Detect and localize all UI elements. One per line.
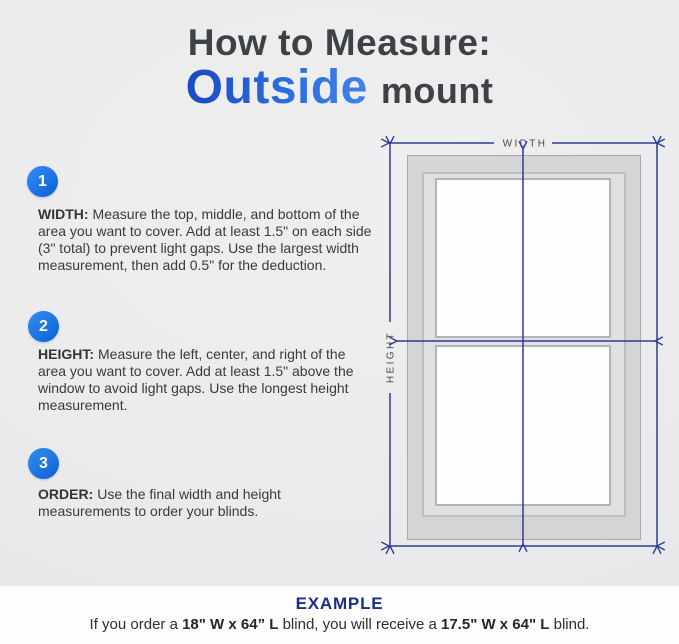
- title-line-1: How to Measure:: [187, 22, 492, 63]
- step-3-number-badge: [28, 448, 59, 479]
- step-2-body: Measure the left, center, and right of the area you want to cover. Add at least 1.5" above the window to avoid light gaps. Use the longest height measurement.: [38, 346, 354, 413]
- example-heading: EXAMPLE: [295, 594, 384, 613]
- height-arrow: [386, 144, 397, 546]
- width-arrow: [389, 139, 657, 150]
- example-received-size: 17.5" W x 64" L: [441, 616, 550, 633]
- step-3-label: ORDER:: [38, 486, 94, 502]
- example-suffix: blind.: [549, 616, 590, 633]
- step-3-body: Use the final width and height measurements to order your blinds.: [38, 486, 281, 519]
- title-highlight-outside: Outside: [185, 60, 368, 114]
- step-1-number-badge: [27, 166, 58, 197]
- example-ordered-size: 18" W x 64” L: [182, 616, 279, 633]
- window-diagram: [379, 128, 679, 598]
- height-arrow-label: HEIGHT: [385, 330, 397, 384]
- step-3-text: [38, 486, 374, 520]
- measurement-arrows-overlay: [379, 128, 679, 598]
- step-1-text: [38, 206, 374, 274]
- step-1-body: Measure the top, middle, and bottom of the area you want to cover. Add at least 1.5" on each side (3" total) to prevent light gaps. Use the largest width measurement, then add 0.5" for the deduction.: [38, 206, 372, 273]
- step-2-number: 2: [39, 317, 48, 335]
- title-line-2: [0, 60, 679, 114]
- step-2-number-badge: [28, 311, 59, 342]
- example-section: [0, 586, 679, 644]
- step-3-number: 3: [39, 454, 48, 472]
- example-middle: blind, you will receive a: [278, 616, 441, 633]
- step-1-label: WIDTH:: [38, 206, 89, 222]
- example-prefix: If you order a: [89, 616, 183, 633]
- step-2-label: HEIGHT:: [38, 346, 94, 362]
- title-suffix-mount: mount: [380, 69, 494, 111]
- step-2-text: [38, 346, 374, 414]
- width-arrow-label: WIDTH: [502, 138, 548, 150]
- step-1-number: 1: [38, 172, 47, 190]
- example-text: [0, 616, 679, 633]
- page-title: [0, 24, 679, 112]
